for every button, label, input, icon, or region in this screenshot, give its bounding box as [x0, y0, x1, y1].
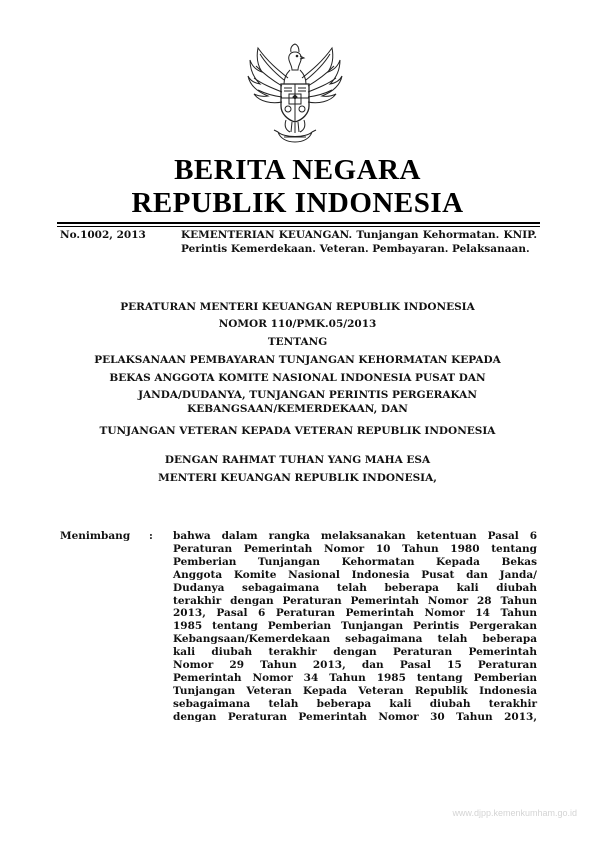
considering-line: 2013, Pasal 6 Peraturan Pemerintah Nomor 14 Tahun: [173, 607, 537, 620]
regulation-subject-line5: TUNJANGAN VETERAN KEPADA VETERAN REPUBLIK INDONESIA: [99, 425, 496, 437]
considering-body: [173, 530, 537, 724]
minister-heading: MENTERI KEUANGAN REPUBLIK INDONESIA,: [158, 472, 437, 484]
considering-line: sebagaimana telah beberapa kali diubah terakhir: [173, 697, 537, 710]
watermark-url: www.djpp.kemenkumham.go.id: [452, 808, 577, 818]
considering-colon: :: [149, 530, 153, 542]
considering-line: Pemerintah Nomor 34 Tahun 1985 tentang Pemberian: [173, 671, 537, 684]
regulation-subject-line4: KEBANGSAAN/KEMERDEKAAN, DAN: [187, 403, 408, 415]
gazette-summary: KEMENTERIAN KEUANGAN. Tunjangan Kehormatan. KNIP. Perintis Kemerdekaan. Veteran. Pembayaran. Pelaksanaan.: [181, 229, 537, 255]
header-rule-thin: [57, 226, 540, 227]
considering-line: Dudanya sebagaimana telah beberapa kali diubah: [173, 581, 537, 594]
considering-line: Nomor 29 Tahun 2013, dan Pasal 15 Peraturan: [173, 659, 537, 672]
considering-line: kali diubah terakhir dengan Peraturan Pemerintah: [173, 646, 537, 659]
considering-line: Tunjangan Veteran Kepada Veteran Republik Indonesia: [173, 684, 537, 697]
considering-line: Peraturan Pemerintah Nomor 10 Tahun 1980 tentang: [173, 542, 537, 555]
header-rule-thick: [57, 222, 540, 224]
regulation-about: TENTANG: [267, 336, 328, 348]
considering-line: terakhir dengan Peraturan Pemerintah Nomor 28 Tahun: [173, 594, 537, 607]
considering-line: bahwa dalam rangka melaksanakan ketentuan Pasal 6: [173, 530, 537, 542]
considering-line: Anggota Komite Nasional Indonesia Pusat dan Janda/: [173, 568, 537, 581]
considering-line: Kebangsaan/Kemerdekaan sebagaimana telah beberapa: [173, 633, 537, 646]
considering-line: Pemberian Tunjangan Kehormatan Kepada Bekas: [173, 555, 537, 568]
regulation-number: NOMOR 110/PMK.05/2013: [218, 318, 377, 330]
considering-line: dengan Peraturan Pemerintah Nomor 30 Tahun 2013,: [173, 710, 537, 723]
regulation-title: PERATURAN MENTERI KEUANGAN REPUBLIK INDONESIA: [120, 301, 475, 313]
regulation-subject-line1: PELAKSANAAN PEMBAYARAN TUNJANGAN KEHORMATAN KEPADA: [94, 354, 501, 366]
garuda-emblem-icon: [244, 40, 346, 150]
gazette-number: No.1002, 2013: [60, 229, 146, 241]
gazette-title-line2: REPUBLIK INDONESIA: [131, 187, 464, 219]
considering-label: Menimbang: [60, 530, 131, 542]
considering-line: 1985 tentang Pemberian Tunjangan Perintis Pergerakan: [173, 620, 537, 633]
regulation-subject-line3: JANDA/DUDANYA, TUNJANGAN PERINTIS PERGERAKAN: [138, 389, 477, 401]
regulation-subject-line2: BEKAS ANGGOTA KOMITE NASIONAL INDONESIA PUSAT DAN: [109, 372, 486, 384]
invocation: DENGAN RAHMAT TUHAN YANG MAHA ESA: [164, 454, 431, 466]
gazette-title-line1: BERITA NEGARA: [174, 154, 421, 186]
